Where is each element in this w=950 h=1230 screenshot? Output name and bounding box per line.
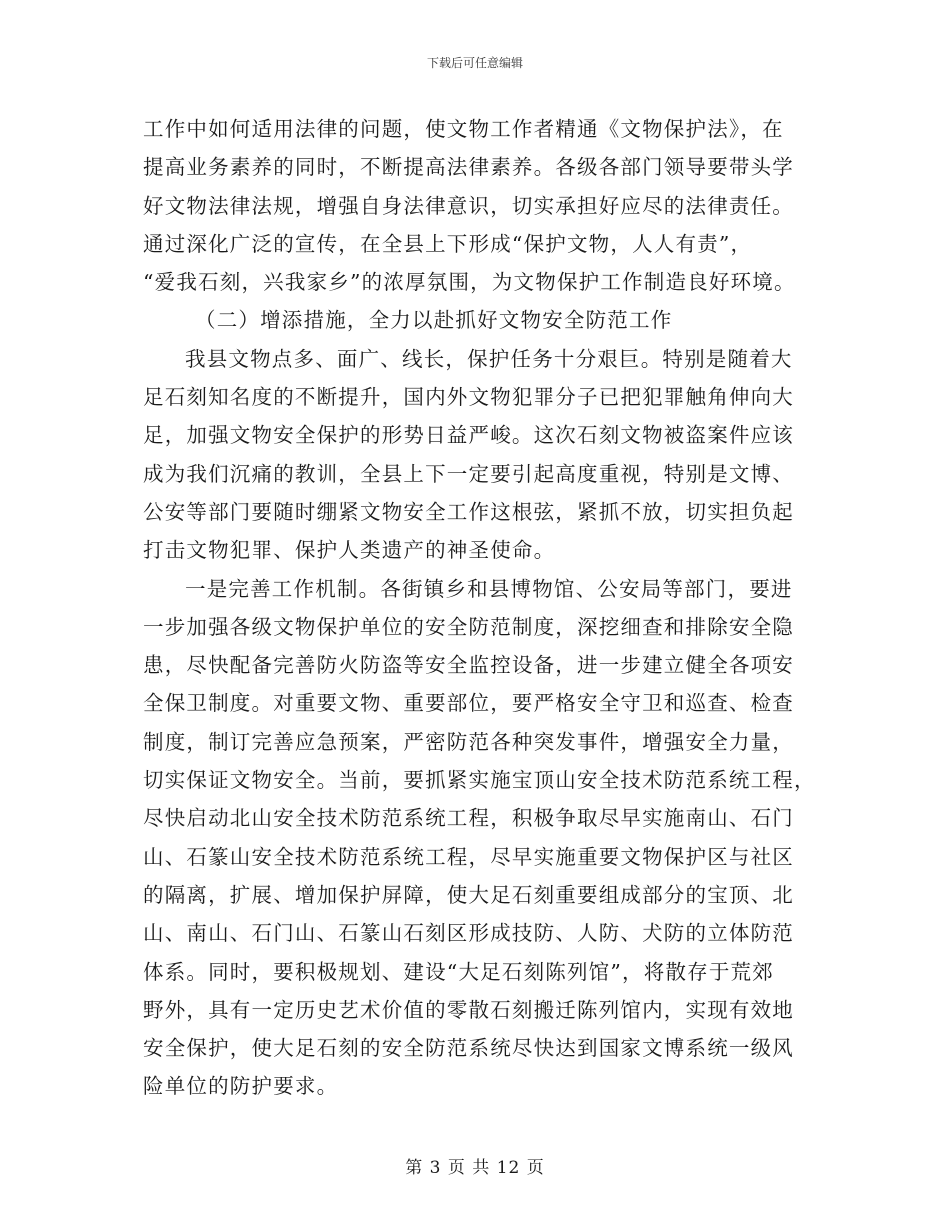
text-line: 山、石篆山安全技术防范系统工程，尽早实施重要文物保护区与社区	[143, 844, 794, 869]
text-line: 患，尽快配备完善防火防盗等安全监控设备，进一步建立健全各项安	[143, 653, 794, 678]
text-line: 工作中如何适用法律的问题，使文物工作者精通《文物保护法》，在	[143, 117, 784, 141]
section-heading	[143, 301, 807, 339]
text-line: 好文物法律法规，增强自身法律意识，切实承担好应尽的法律责任。	[143, 193, 794, 218]
text-line: 制度，制订完善应急预案，严密防范各种突发事件，增强安全力量，	[143, 729, 794, 754]
text-line: 体系。同时，要积极规划、建设“大足石刻陈列馆”，将散存于荒郊	[143, 959, 774, 984]
paragraph	[143, 570, 816, 1106]
text-line: 山、南山、石门山、石篆山石刻区形成技防、人防、犬防的立体防范	[143, 921, 794, 946]
text-line: 足石刻知名度的不断提升，国内外文物犯罪分子已把犯罪触角伸向大	[143, 385, 794, 410]
text-line: 全保卫制度。对重要文物、重要部位，要严格安全守卫和巡查、检查	[143, 691, 794, 716]
text-line: 一步加强各级文物保护单位的安全防范制度，深挖细查和排除安全隐	[143, 614, 794, 639]
text-line: 险单位的防护要求。	[143, 1074, 339, 1099]
page-header: 下载后可任意编辑	[426, 56, 523, 70]
paragraph	[143, 340, 807, 570]
text-line: 打击文物犯罪、保护人类遗产的神圣使命。	[143, 538, 556, 563]
text-line: 尽快启动北山安全技术防范系统工程，积极争取尽早实施南山、石门	[143, 806, 794, 831]
text-line: 切实保证文物安全。当前，要抓紧实施宝顶山安全技术防范系统工程，	[143, 768, 816, 793]
document-body	[143, 110, 816, 1106]
text-line: 公安等部门要随时绷紧文物安全工作这根弦，紧抓不放，切实担负起	[143, 499, 794, 524]
text-line: 通过深化广泛的宣传，在全县上下形成“保护文物，人人有责”，	[143, 231, 753, 256]
text-line: 成为我们沉痛的教训，全县上下一定要引起高度重视，特别是文博、	[143, 461, 794, 486]
text-line: 的隔离，扩展、增加保护屏障，使大足石刻重要组成部分的宝顶、北	[143, 882, 794, 907]
text-line: 提高业务素养的同时，不断提高法律素养。各级各部门领导要带头学	[143, 155, 794, 180]
text-line: （二）增添措施，全力以赴抓好文物安全防范工作	[195, 308, 673, 333]
text-line: 野外，具有一定历史艺术价值的零散石刻搬迁陈列馆内，实现有效地	[143, 997, 794, 1022]
text-line: 足，加强文物安全保护的形势日益严峻。这次石刻文物被盗案件应该	[143, 423, 794, 448]
text-line: “爱我石刻，兴我家乡”的浓厚氛围，为文物保护工作制造良好环境。	[143, 270, 796, 295]
text-line: 一是完善工作机制。各街镇乡和县博物馆、公安局等部门，要进	[185, 576, 793, 601]
page-number: 第 3 页 共 12 页	[405, 1158, 545, 1178]
text-line: 我县文物点多、面广、线长，保护任务十分艰巨。特别是随着大	[185, 346, 793, 371]
paragraph	[143, 110, 807, 301]
text-line: 安全保护，使大足石刻的安全防范系统尽快达到国家文博系统一级风	[143, 1036, 794, 1061]
